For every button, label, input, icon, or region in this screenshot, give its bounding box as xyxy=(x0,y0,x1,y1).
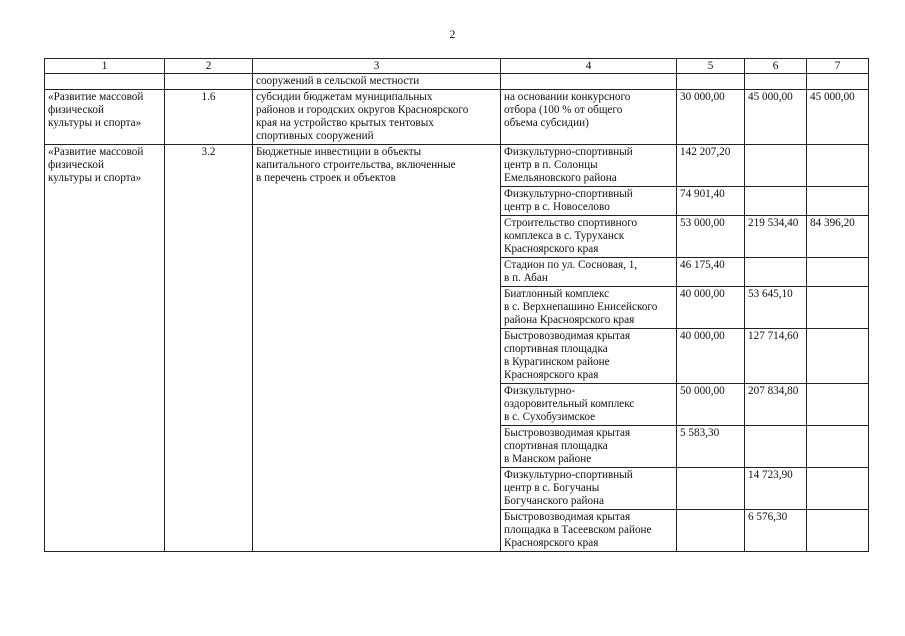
header-cell-1: 1 xyxy=(45,59,165,74)
cell-amount-7: 45 000,00 xyxy=(807,90,869,145)
cell-amount-7 xyxy=(807,145,869,187)
cell-amount-7: 84 396,20 xyxy=(807,216,869,258)
cell-object-name: Физкультурно-спортивный центр в с. Новоселово xyxy=(501,187,677,216)
cell-amount-7 xyxy=(807,74,869,90)
cell-description: сооружений в сельской местности xyxy=(253,74,501,90)
cell-amount-6: 53 645,10 xyxy=(745,287,807,329)
cell-amount-6 xyxy=(745,145,807,187)
header-cell-5: 5 xyxy=(677,59,745,74)
cell-object-name: Биатлонный комплекс в с. Верхнепашино Енисейского района Красноярского края xyxy=(501,287,677,329)
budget-table xyxy=(44,58,869,552)
cell-amount-5: 5 583,30 xyxy=(677,426,745,468)
cell-amount-6: 45 000,00 xyxy=(745,90,807,145)
cell-amount-5: 50 000,00 xyxy=(677,384,745,426)
table-row xyxy=(45,90,869,145)
cell-amount-5 xyxy=(677,510,745,552)
cell-program: «Развитие массовой физической культуры и спорта» xyxy=(45,90,165,145)
cell-object-name: Физкультурно- оздоровительный комплекс в с. Сухобузимское xyxy=(501,384,677,426)
cell-description: Бюджетные инвестиции в объекты капитального строительства, включенные в перечень строек и объектов xyxy=(253,145,501,552)
table-row xyxy=(45,74,869,90)
cell-amount-7 xyxy=(807,329,869,384)
cell-amount-6 xyxy=(745,258,807,287)
cell-amount-5: 40 000,00 xyxy=(677,287,745,329)
cell-amount-5: 46 175,40 xyxy=(677,258,745,287)
cell-amount-5: 30 000,00 xyxy=(677,90,745,145)
header-cell-2: 2 xyxy=(165,59,253,74)
header-cell-4: 4 xyxy=(501,59,677,74)
cell-amount-7 xyxy=(807,510,869,552)
cell-basis: на основании конкурсного отбора (100 % от общего объема субсидии) xyxy=(501,90,677,145)
table-row xyxy=(45,145,869,187)
page-number: 2 xyxy=(449,27,456,41)
cell-amount-5: 40 000,00 xyxy=(677,329,745,384)
cell-amount-7 xyxy=(807,258,869,287)
cell-object-name: Строительство спортивного комплекса в с. Туруханск Красноярского края xyxy=(501,216,677,258)
cell-amount-5 xyxy=(677,468,745,510)
cell-code xyxy=(165,74,253,90)
header-row xyxy=(45,59,869,74)
cell-program xyxy=(45,74,165,90)
cell-amount-5: 142 207,20 xyxy=(677,145,745,187)
cell-amount-5: 74 901,40 xyxy=(677,187,745,216)
cell-amount-5: 53 000,00 xyxy=(677,216,745,258)
cell-object-name: Быстровозводимая крытая спортивная площадка в Курагинском районе Красноярского края xyxy=(501,329,677,384)
cell-basis xyxy=(501,74,677,90)
cell-amount-6: 14 723,90 xyxy=(745,468,807,510)
header-cell-6: 6 xyxy=(745,59,807,74)
cell-object-name: Быстровозводимая крытая спортивная площадка в Манском районе xyxy=(501,426,677,468)
header-cell-3: 3 xyxy=(253,59,501,74)
cell-object-name: Физкультурно-спортивный центр в п. Солонцы Емельяновского района xyxy=(501,145,677,187)
cell-amount-7 xyxy=(807,187,869,216)
cell-amount-7 xyxy=(807,468,869,510)
cell-code: 3.2 xyxy=(165,145,253,552)
cell-amount-7 xyxy=(807,287,869,329)
cell-program: «Развитие массовой физической культуры и спорта» xyxy=(45,145,165,552)
cell-amount-6: 6 576,30 xyxy=(745,510,807,552)
cell-amount-6 xyxy=(745,74,807,90)
cell-amount-5 xyxy=(677,74,745,90)
cell-description: субсидии бюджетам муниципальных районов и городских округов Красноярского края на устройство крытых тентовых спортивных сооружений xyxy=(253,90,501,145)
cell-amount-7 xyxy=(807,384,869,426)
cell-object-name: Физкультурно-спортивный центр в с. Богучаны Богучанского района xyxy=(501,468,677,510)
cell-object-name: Стадион по ул. Сосновая, 1, в п. Абан xyxy=(501,258,677,287)
cell-amount-6 xyxy=(745,426,807,468)
cell-code: 1.6 xyxy=(165,90,253,145)
cell-amount-6: 127 714,60 xyxy=(745,329,807,384)
cell-amount-6: 219 534,40 xyxy=(745,216,807,258)
cell-amount-6: 207 834,80 xyxy=(745,384,807,426)
cell-amount-7 xyxy=(807,426,869,468)
header-cell-7: 7 xyxy=(807,59,869,74)
cell-object-name: Быстровозводимая крытая площадка в Тасеевском районе Красноярского края xyxy=(501,510,677,552)
cell-amount-6 xyxy=(745,187,807,216)
